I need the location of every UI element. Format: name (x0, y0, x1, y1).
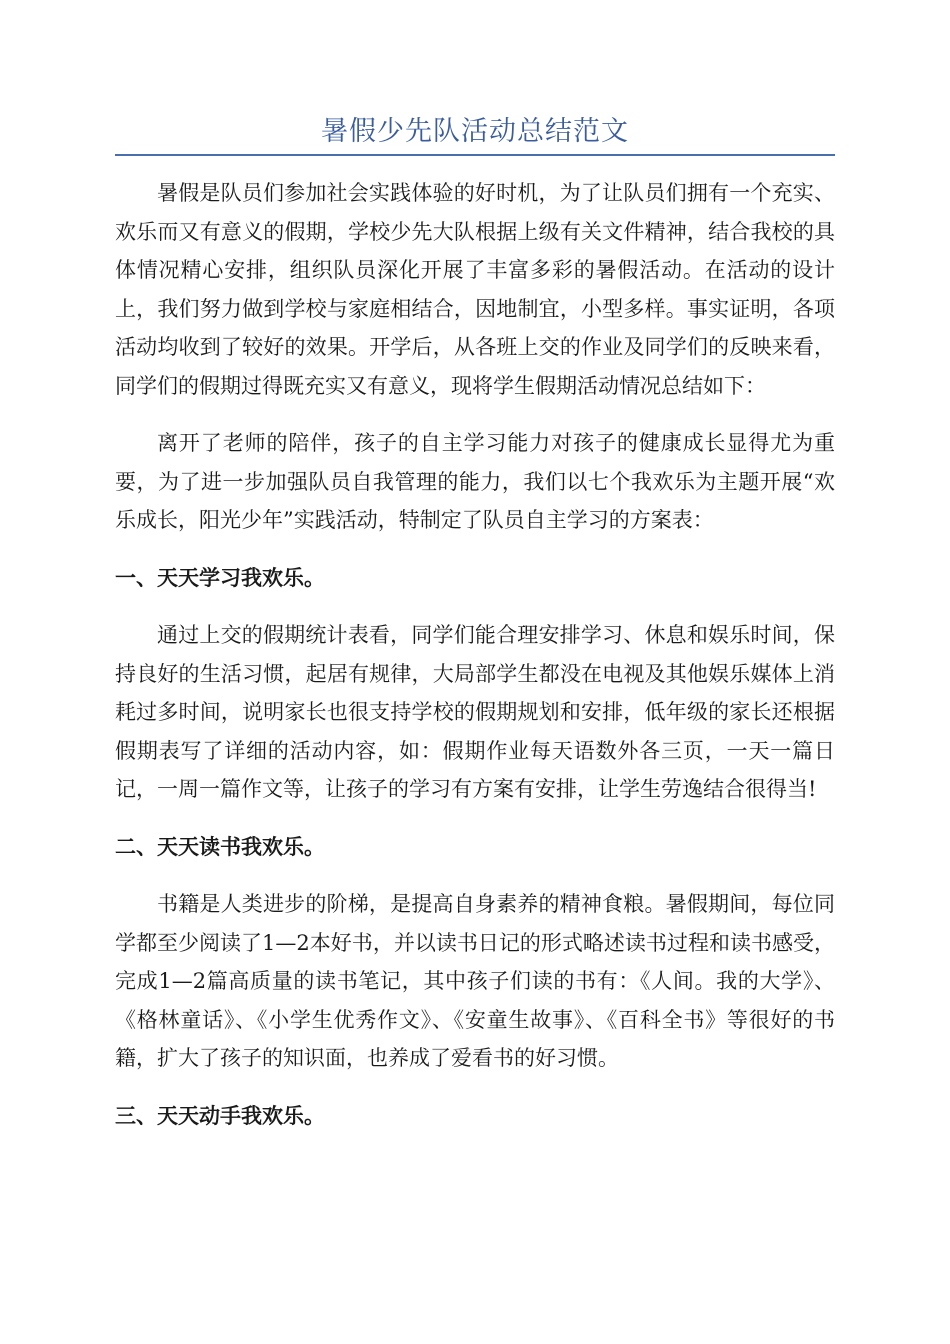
section-heading-handcraft: 三、天天动手我欢乐。 (115, 1103, 325, 1128)
section-heading-study: 一、天天学习我欢乐。 (115, 565, 325, 590)
document-title: 暑假少先队活动总结范文 (321, 116, 629, 147)
document-page (115, 112, 835, 1154)
intro-paragraph-2: 离开了老师的陪伴，孩子的自主学习能力对孩子的健康成长显得尤为重要，为了进一步加强队员自我管理的能力，我们以七个我欢乐为主题开展“欢乐成长，阳光少年”实践活动，特制定了队员自主学习的方案表： (115, 431, 835, 532)
section-body-study: 通过上交的假期统计表看，同学们能合理安排学习、休息和娱乐时间，保持良好的生活习惯，起居有规律，大局部学生都没在电视及其他娱乐媒体上消耗过多时间，说明家长也很支持学校的假期规划和安排，低年级的家长还根据假期表写了详细的活动内容，如：假期作业每天语数外各三页，一天一篇日记，一周一篇作文等，让孩子的学习有方案有安排，让学生劳逸结合很得当! (115, 623, 835, 801)
intro-paragraph-1: 暑假是队员们参加社会实践体验的好时机，为了让队员们拥有一个充实、欢乐而又有意义的假期，学校少先大队根据上级有关文件精神，结合我校的具体情况精心安排，组织队员深化开展了丰富多彩的暑假活动。在活动的设计上，我们努力做到学校与家庭相结合，因地制宜，小型多样。事实证明，各项活动均收到了较好的效果。开学后，从各班上交的作业及同学们的反映来看，同学们的假期过得既充实又有意义，现将学生假期活动情况总结如下： (115, 181, 835, 398)
title-underline (115, 154, 835, 156)
section-heading-reading: 二、天天读书我欢乐。 (115, 834, 325, 859)
section-body-reading: 书籍是人类进步的阶梯，是提高自身素养的精神食粮。暑假期间，每位同学都至少阅读了1—2本好书，并以读书日记的形式略述读书过程和读书感受，完成1—2篇高质量的读书笔记，其中孩子们读的书有：《人间。我的大学》、《格林童话》、《小学生优秀作文》、《安童生故事》、《百科全书》等很好的书籍，扩大了孩子的知识面，也养成了爱看书的好习惯。 (115, 892, 835, 1070)
